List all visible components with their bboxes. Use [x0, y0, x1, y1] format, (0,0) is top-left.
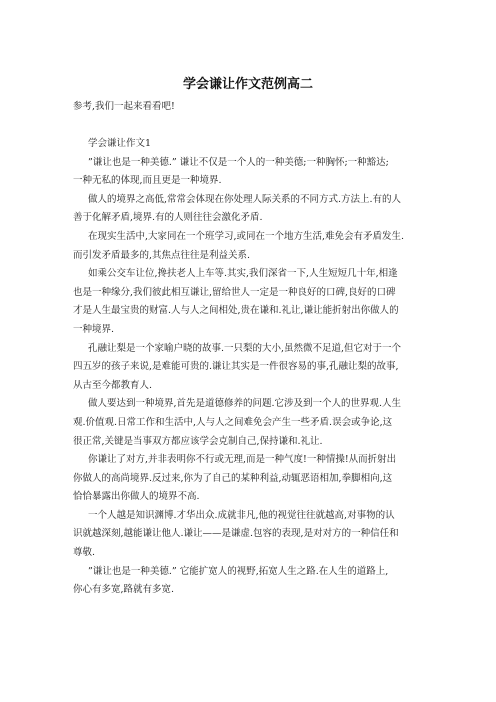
- intro-text: 参考,我们一起来看看吧!: [73, 101, 175, 112]
- body-line: 一种境界.: [73, 323, 115, 335]
- body-line: 也是一种缘分,我们彼此相互谦让,留给世人一定是一种良好的口碑,良好的口碑: [73, 286, 396, 298]
- body-line: 而引发矛盾最多的,其焦点往往是利益关系.: [73, 249, 251, 261]
- body-line: 识就越深刻,越能谦让他人.谦让——是谦虚.包容的表现,是对对方的一种信任和: [73, 528, 399, 540]
- body-line: 孔融让梨是一个家喻户晓的故事.一只梨的大小,虽然微不足道,但它对于一个: [88, 342, 402, 354]
- essay-heading: 学会谦让作文1: [88, 138, 152, 149]
- body-line: 你心有多宽,路就有多宽.: [73, 584, 175, 596]
- document-title: 学会谦让作文范例高二: [182, 77, 313, 92]
- body-line: 从古至今都教育人.: [73, 379, 153, 391]
- body-line: 善于化解矛盾,境界.有的人则往往会激化矛盾.: [73, 212, 263, 224]
- body-line: ”谦让也是一种美德.” 它能扩宽人的视野,拓宽人生之路.在人生的道路上,: [88, 565, 389, 577]
- body-line: 很正常,关键是当事双方都应该学会克制自己,保持谦和.礼让.: [73, 435, 323, 447]
- body-line: 观.价值观.日常工作和生活中,人与人之间难免会产生一些矛盾.误会或争论,这: [73, 416, 393, 428]
- body-line: 才是人生最宝贵的财富.人与人之间相处,贵在谦和.礼让,谦让能折射出你做人的: [73, 305, 399, 317]
- body-line: ”谦让也是一种美德.” 谦让不仅是一个人的一种美德;一种胸怀;一种豁达;: [88, 156, 389, 168]
- body-line: 你做人的高尚境界.反过来,你为了自己的某种利益,动辄恶语相加,拳脚相向,这: [73, 472, 393, 484]
- body-line: 做人的境界之高低,常常会体现在你处理人际关系的不同方式.方法上.有的人: [88, 193, 402, 205]
- body-line: 如乘公交车让位,搀扶老人上车等.其实,我们深省一下,人生短短几十年,相逢: [88, 268, 398, 280]
- body-line: 四五岁的孩子来说,是难能可贵的.谦让其实是一件很容易的事,孔融让梨的故事,: [73, 361, 399, 373]
- body-line: 一个人越是知识渊博.才华出众.成就非凡,他的视觉往往就越高,对事物的认: [88, 509, 395, 521]
- body-line: 在现实生活中,大家同在一个班学习,或同在一个地方生活,难免会有矛盾发生.: [88, 230, 405, 242]
- body-line: 你谦让了对方,并非表明你不行或无理,而是一种气度!一种情操!从而折射出: [88, 454, 397, 466]
- body-line: 尊敬.: [73, 547, 96, 559]
- essay-body: [73, 135, 438, 600]
- body-line: 一种无私的体现,而且更是一种境界.: [73, 175, 222, 187]
- body-line: 做人要达到一种境界,首先是道德修养的问题.它涉及到一个人的世界观.人生: [88, 398, 402, 410]
- body-line: 恰恰暴露出你做人的境界不高.: [73, 491, 200, 503]
